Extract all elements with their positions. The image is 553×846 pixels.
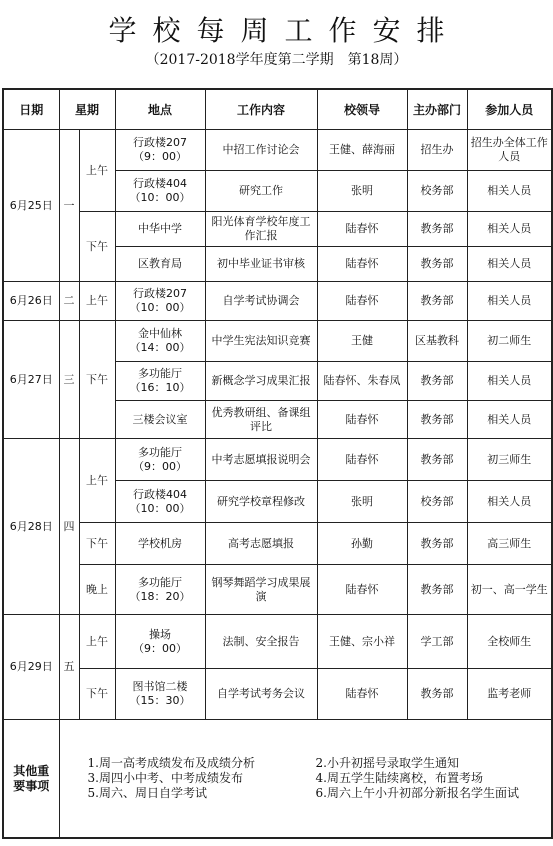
location-time: （9：00） [133, 150, 188, 163]
notes-label [3, 720, 59, 839]
location-cell [115, 439, 205, 481]
attendees-cell: 高三师生 [467, 523, 552, 565]
leader-cell: 陆春怀 [317, 565, 407, 615]
date-cell: 6月27日 [3, 321, 59, 439]
notes-item: 2.小升初摇号录取学生通知 [315, 756, 459, 770]
location-cell [115, 523, 205, 565]
content-cell: 研究工作 [205, 171, 317, 212]
table-row [3, 321, 552, 362]
attendees-cell: 相关人员 [467, 481, 552, 523]
date-cell: 6月26日 [3, 282, 59, 321]
dept-cell: 校务部 [407, 481, 467, 523]
weekday-cell: 三 [59, 321, 79, 439]
attendees-cell: 全校师生 [467, 615, 552, 669]
period-cell: 下午 [79, 669, 115, 720]
header-leader: 校领导 [317, 89, 407, 130]
attendees-cell: 相关人员 [467, 171, 552, 212]
content-cell: 中学生宪法知识竞赛 [205, 321, 317, 362]
leader-cell: 陆春怀、朱春凤 [317, 362, 407, 401]
header-content: 工作内容 [205, 89, 317, 130]
page-header [0, 0, 553, 88]
leader-cell: 王健、薛海丽 [317, 130, 407, 171]
location-name: 学校机房 [138, 536, 183, 550]
period-cell: 晚上 [79, 565, 115, 615]
location-name: 图书馆二楼 [132, 680, 188, 693]
dept-cell: 教务部 [407, 401, 467, 439]
table-row [3, 439, 552, 481]
notes-list [60, 756, 552, 801]
dept-cell: 学工部 [407, 615, 467, 669]
period-cell: 下午 [79, 212, 115, 282]
location-time: （10：00） [129, 501, 191, 515]
leader-cell: 王健 [317, 321, 407, 362]
location-name: 行政楼404 [133, 177, 188, 190]
table-row [3, 212, 552, 247]
location-name: 行政楼404 [133, 487, 188, 501]
location-name: 区教育局 [138, 257, 183, 270]
leader-cell: 陆春怀 [317, 669, 407, 720]
attendees-cell: 监考老师 [467, 669, 552, 720]
attendees-cell: 相关人员 [467, 362, 552, 401]
dept-cell: 教务部 [407, 212, 467, 247]
location-time: （18：20） [129, 589, 191, 603]
location-name: 多功能厅 [138, 445, 183, 459]
notes-item: 1.周一高考成绩发布及成绩分析 [87, 756, 255, 770]
leader-cell: 张明 [317, 171, 407, 212]
notes-row [3, 720, 552, 839]
weekday-cell: 一 [59, 130, 79, 282]
location-name: 多功能厅 [138, 575, 183, 589]
table-row [3, 669, 552, 720]
dept-cell: 区基教科 [407, 321, 467, 362]
location-cell [115, 171, 205, 212]
dept-cell: 校务部 [407, 171, 467, 212]
dept-cell: 教务部 [407, 362, 467, 401]
location-time: （9：00） [133, 459, 188, 473]
location-name: 金中仙林 [138, 327, 183, 340]
location-cell [115, 247, 205, 282]
location-cell [115, 481, 205, 523]
table-row [3, 565, 552, 615]
location-cell [115, 615, 205, 669]
schedule-table [2, 88, 553, 839]
table-row [3, 615, 552, 669]
location-cell [115, 669, 205, 720]
period-cell: 上午 [79, 282, 115, 321]
dept-cell: 教务部 [407, 439, 467, 481]
content-cell: 法制、安全报告 [205, 615, 317, 669]
content-cell: 中招工作讨论会 [205, 130, 317, 171]
dept-cell: 教务部 [407, 282, 467, 321]
content-cell: 优秀教研组、备课组评比 [205, 401, 317, 439]
location-cell [115, 362, 205, 401]
period-cell: 上午 [79, 615, 115, 669]
content-cell: 自学考试协调会 [205, 282, 317, 321]
leader-cell: 陆春怀 [317, 247, 407, 282]
content-cell: 初中毕业证书审核 [205, 247, 317, 282]
leader-cell: 陆春怀 [317, 282, 407, 321]
notes-item: 6.周六上午小升初部分新报名学生面试 [315, 786, 519, 800]
location-time: （9：00） [133, 641, 188, 655]
page-title: 学校每周工作安排 [108, 14, 461, 47]
header-attendees: 参加人员 [467, 89, 552, 130]
header-date: 日期 [3, 89, 59, 130]
date-cell: 6月28日 [3, 439, 59, 615]
header-dept: 主办部门 [407, 89, 467, 130]
table-row [3, 130, 552, 171]
notes-item: 4.周五学生陆续离校，布置考场 [315, 771, 483, 785]
location-cell [115, 401, 205, 439]
attendees-cell: 相关人员 [467, 401, 552, 439]
period-cell: 下午 [79, 321, 115, 439]
location-cell [115, 565, 205, 615]
location-name: 行政楼207 [133, 136, 188, 149]
period-cell: 上午 [79, 130, 115, 212]
attendees-cell: 初一、高一学生 [467, 565, 552, 615]
date-cell: 6月29日 [3, 615, 59, 720]
page-subtitle: （2017-2018学年度第二学期 第18周） [145, 52, 408, 68]
dept-cell: 招生办 [407, 130, 467, 171]
table-header-row [3, 89, 552, 130]
content-cell: 中考志愿填报说明会 [205, 439, 317, 481]
leader-cell: 王健、宗小祥 [317, 615, 407, 669]
content-cell: 阳光体育学校年度工作汇报 [205, 212, 317, 247]
content-cell: 高考志愿填报 [205, 523, 317, 565]
weekday-cell: 二 [59, 282, 79, 321]
attendees-cell: 招生办全体工作人员 [467, 130, 552, 171]
location-cell [115, 130, 205, 171]
attendees-cell: 相关人员 [467, 282, 552, 321]
location-name: 中华中学 [138, 222, 183, 235]
notes-label-text: 其他重要事项 [13, 763, 50, 793]
location-time: （10：00） [129, 191, 191, 204]
location-name: 三楼会议室 [132, 412, 188, 426]
period-cell: 下午 [79, 523, 115, 565]
leader-cell: 张明 [317, 481, 407, 523]
header-location: 地点 [115, 89, 205, 130]
dept-cell: 教务部 [407, 247, 467, 282]
dept-cell: 教务部 [407, 523, 467, 565]
location-time: （16：10） [129, 381, 191, 394]
weekday-cell: 五 [59, 615, 79, 720]
notes-item: 3.周四小中考、中考成绩发布 [87, 771, 243, 785]
location-cell [115, 212, 205, 247]
period-cell: 上午 [79, 439, 115, 523]
location-name: 操场 [149, 627, 172, 641]
notes-content [59, 720, 552, 839]
location-time: （14：00） [129, 341, 191, 354]
location-name: 行政楼207 [133, 287, 188, 300]
dept-cell: 教务部 [407, 669, 467, 720]
header-weekday: 星期 [59, 89, 115, 130]
weekday-cell: 四 [59, 439, 79, 615]
attendees-cell: 相关人员 [467, 212, 552, 247]
dept-cell: 教务部 [407, 565, 467, 615]
content-cell: 研究学校章程修改 [205, 481, 317, 523]
attendees-cell: 初三师生 [467, 439, 552, 481]
leader-cell: 陆春怀 [317, 212, 407, 247]
leader-cell: 陆春怀 [317, 439, 407, 481]
leader-cell: 孙勤 [317, 523, 407, 565]
location-name: 多功能厅 [138, 367, 183, 380]
content-cell: 自学考试考务会议 [205, 669, 317, 720]
attendees-cell: 初二师生 [467, 321, 552, 362]
content-cell: 钢琴舞蹈学习成果展演 [205, 565, 317, 615]
date-cell: 6月25日 [3, 130, 59, 282]
notes-item: 5.周六、周日自学考试 [87, 786, 207, 800]
table-row [3, 523, 552, 565]
content-cell: 新概念学习成果汇报 [205, 362, 317, 401]
table-row [3, 282, 552, 321]
location-cell [115, 282, 205, 321]
leader-cell: 陆春怀 [317, 401, 407, 439]
attendees-cell: 相关人员 [467, 247, 552, 282]
location-time: （10：00） [129, 301, 191, 314]
location-cell [115, 321, 205, 362]
location-time: （15：30） [129, 694, 191, 707]
